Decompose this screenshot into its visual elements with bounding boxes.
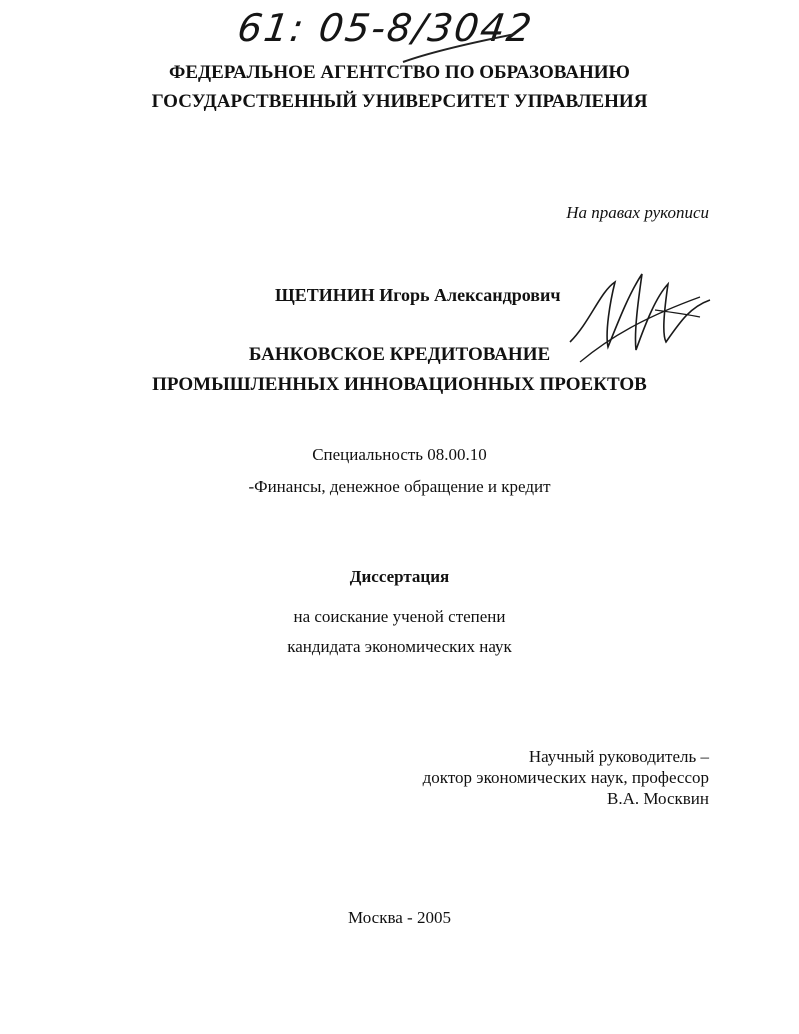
specialty-name: -Финансы, денежное обращение и кредит <box>248 477 551 496</box>
author-surname: ЩЕТИНИН <box>275 285 375 305</box>
supervisor-role: Научный руководитель – <box>528 747 709 766</box>
document-type: Диссертация <box>349 567 450 586</box>
manuscript-note: На правах рукописи <box>566 203 709 222</box>
degree-purpose: на соискание ученой степени <box>293 607 506 626</box>
archive-code-underline-stroke <box>395 4 525 66</box>
specialty-code: Специальность 08.00.10 <box>312 445 487 464</box>
agency-name: ФЕДЕРАЛЬНОЕ АГЕНТСТВО ПО ОБРАЗОВАНИЮ <box>169 62 630 83</box>
archive-code-text: 61: 05-8/3042 <box>234 6 537 50</box>
thesis-title-line1: БАНКОВСКОЕ КРЕДИТОВАНИЕ <box>248 344 551 365</box>
supervisor-degree: доктор экономических наук, профессор <box>422 768 709 787</box>
thesis-title-line2: ПРОМЫШЛЕННЫХ ИННОВАЦИОННЫХ ПРОЕКТОВ <box>152 374 647 395</box>
author-given-names: Игорь Александрович <box>379 285 561 305</box>
university-name: ГОСУДАРСТВЕННЫЙ УНИВЕРСИТЕТ УПРАВЛЕНИЯ <box>151 91 648 112</box>
author-name <box>275 285 561 306</box>
supervisor-name: В.А. Москвин <box>606 789 709 808</box>
city-year: Москва - 2005 <box>348 908 451 927</box>
degree-name: кандидата экономических наук <box>287 637 512 656</box>
